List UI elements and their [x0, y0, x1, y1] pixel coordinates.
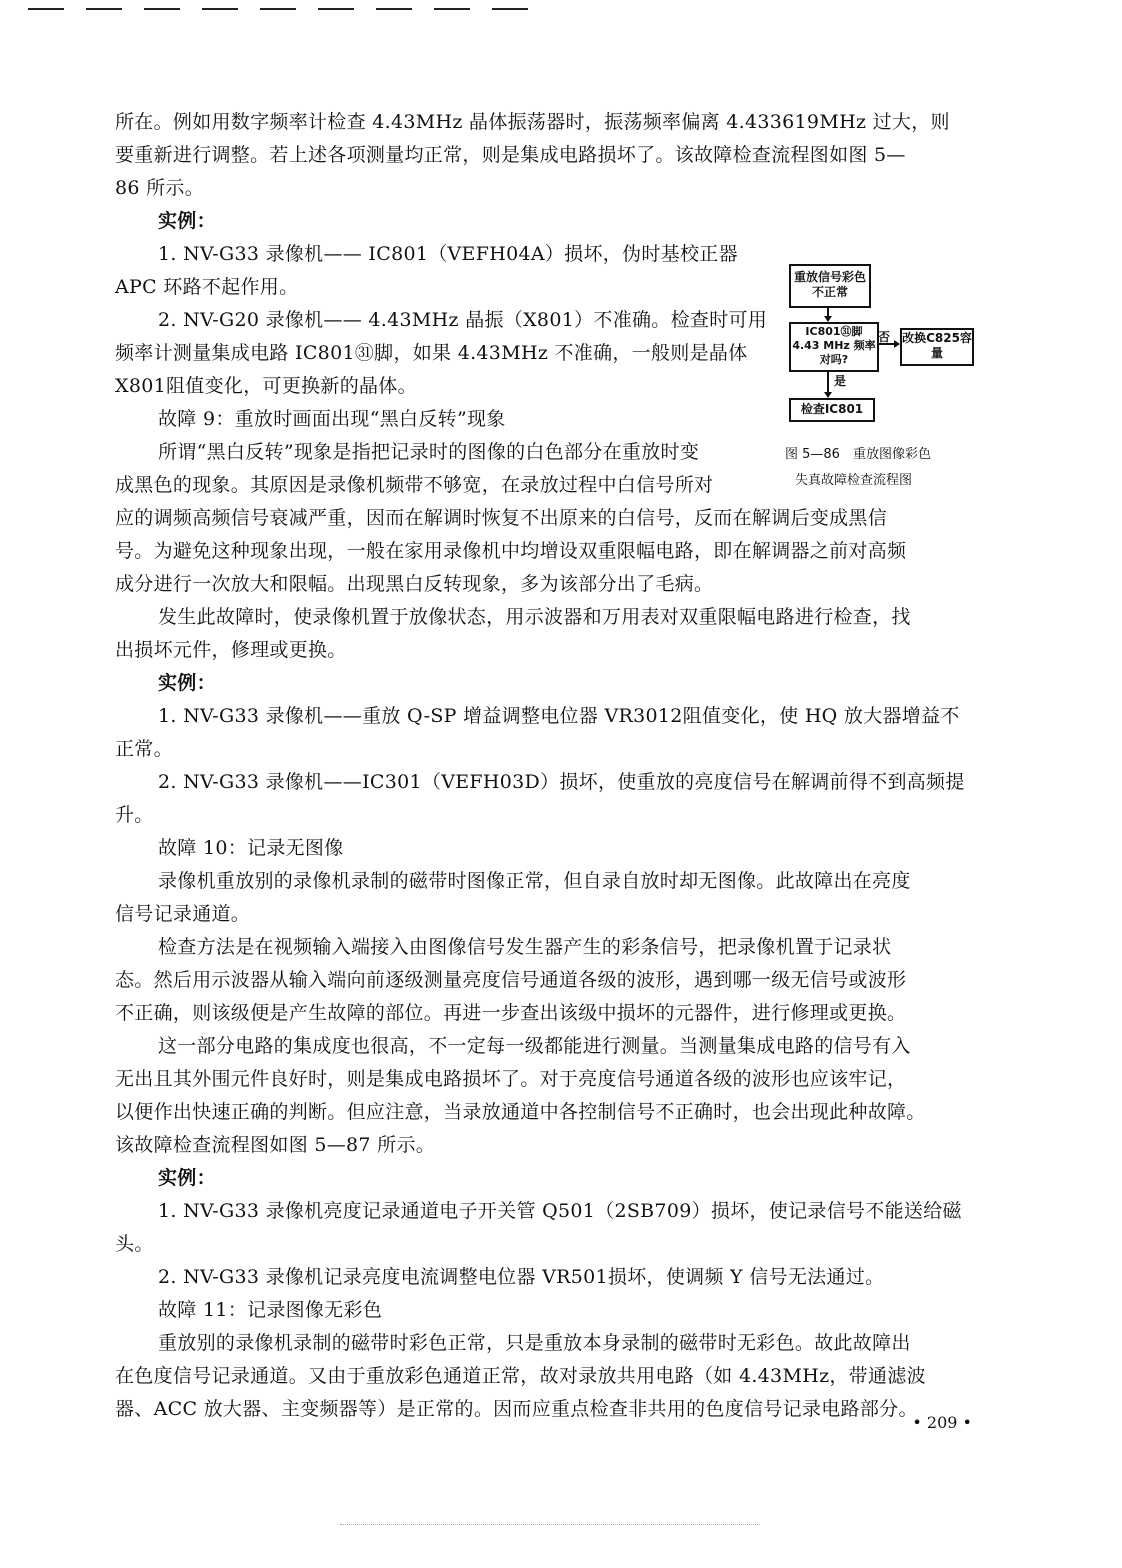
- text-line: 升。: [115, 804, 154, 826]
- flowchart-start-box: 重放信号彩色不正常: [789, 264, 871, 308]
- text-line: 成分进行一次放大和限幅。出现黑白反转现象，多为该部分出了毛病。: [115, 573, 714, 595]
- text-line: 应的调频高频信号衰减严重，因而在解调时恢复不出原来的白信号，反而在解调后变成黑信: [115, 507, 888, 529]
- fault-heading: 故障 10：记录无图像: [158, 837, 344, 859]
- text-line: 发生此故障时，使录像机置于放像状态，用示波器和万用表对双重限幅电路进行检查，找: [158, 606, 911, 628]
- text-line: 器、ACC 放大器、主变频器等）是正常的。因而应重点检查非共用的色度信号记录电路部分。: [115, 1398, 918, 1420]
- text-line: 这一部分电路的集成度也很高，不一定每一级都能进行测量。当测量集成电路的信号有入: [158, 1035, 911, 1057]
- text-line: 成黑色的现象。其原因是录像机频带不够宽，在录放过程中白信号所对: [115, 474, 714, 496]
- text-line: 1. NV-G33 录像机——重放 Q-SP 增益调整电位器 VR3012阻值变化，使 HQ 放大器增益不: [158, 705, 960, 727]
- figure-caption-line2: 失真故障检查流程图: [795, 473, 913, 488]
- flowchart-figure: [780, 258, 980, 488]
- flowchart-action-box: 改换C825容量: [900, 328, 974, 366]
- text-line: 该故障检查流程图如图 5—87 所示。: [115, 1134, 436, 1156]
- text-line: 以便作出快速正确的判断。但应注意，当录放通道中各控制信号不正确时，也会出现此种故障。: [115, 1101, 926, 1123]
- text-line: 信号记录通道。: [115, 903, 251, 925]
- text-line: 频率计测量集成电路 IC801㉛脚，如果 4.43MHz 不准确，一般则是晶体: [115, 342, 748, 364]
- text-line: 录像机重放别的录像机录制的磁带时图像正常，但自录自放时却无图像。此故障出在亮度: [158, 870, 911, 892]
- flowchart-yes-label: 是: [834, 374, 847, 388]
- flowchart-decision-box: IC801㉛脚 4.43 MHz 频率对吗?: [789, 322, 879, 372]
- fault-heading: 故障 9：重放时画面出现“黑白反转”现象: [158, 408, 506, 430]
- text-line: 无出且其外围元件良好时，则是集成电路损坏了。对于亮度信号通道各级的波形也应该牢记，: [115, 1068, 907, 1090]
- text-line: X801阻值变化，可更换新的晶体。: [115, 375, 417, 397]
- text-line: 2. NV-G33 录像机——IC301（VEFH03D）损坏，使重放的亮度信号在解调前得不到高频提: [158, 771, 965, 793]
- text-line: 所在。例如用数字频率计检查 4.43MHz 晶体振荡器时，振荡频率偏离 4.433619MHz 过大，则: [115, 111, 950, 133]
- text-line: 出损坏元件，修理或更换。: [115, 639, 347, 661]
- text-line: 86 所示。: [115, 177, 205, 199]
- text-line: 态。然后用示波器从输入端向前逐级测量亮度信号通道各级的波形，遇到哪一级无信号或波形: [115, 969, 907, 991]
- text-line: 头。: [115, 1233, 154, 1255]
- flowchart-end-box: 检查IC801: [789, 398, 875, 422]
- text-line: 重放别的录像机录制的磁带时彩色正常，只是重放本身录制的磁带时无彩色。故此故障出: [158, 1332, 911, 1354]
- text-line: 号。为避免这种现象出现，一般在家用录像机中均增设双重限幅电路，即在解调器之前对高频: [115, 540, 907, 562]
- text-line: 1. NV-G33 录像机—— IC801（VEFH04A）损坏，伪时基校正器: [158, 243, 738, 265]
- text-line: 所谓“黑白反转”现象是指把记录时的图像的白色部分在重放时变: [158, 441, 700, 463]
- text-line: 正常。: [115, 738, 173, 760]
- text-line: 在色度信号记录通道。又由于重放彩色通道正常，故对录放共用电路（如 4.43MHz，带通滤波: [115, 1365, 926, 1387]
- page-number: • 209 •: [912, 1413, 972, 1432]
- scan-edge-marks: [28, 8, 528, 14]
- text-line: 2. NV-G33 录像机记录亮度电流调整电位器 VR501损坏，使调频 Y 信号无法通过。: [158, 1266, 885, 1288]
- example-heading: 实例：: [158, 672, 216, 694]
- example-heading: 实例：: [158, 1167, 216, 1189]
- text-line: APC 环路不起作用。: [115, 276, 299, 298]
- text-line: 2. NV-G20 录像机—— 4.43MHz 晶振（X801）不准确。检查时可用: [158, 309, 768, 331]
- scan-artifact: [340, 1520, 760, 1525]
- flowchart-no-label: 否: [878, 330, 891, 344]
- text-line: 1. NV-G33 录像机亮度记录通道电子开关管 Q501（2SB709）损坏，使记录信号不能送给磁: [158, 1200, 962, 1222]
- fault-heading: 故障 11：记录图像无彩色: [158, 1299, 383, 1321]
- text-line: 不正确，则该级便是产生故障的部位。再进一步查出该级中损坏的元器件，进行修理或更换。: [115, 1002, 907, 1024]
- example-heading: 实例：: [158, 210, 216, 232]
- figure-caption: 图 5—86 重放图像彩色: [785, 447, 931, 462]
- text-line: 要重新进行调整。若上述各项测量均正常，则是集成电路损坏了。该故障检查流程图如图 5—: [115, 144, 906, 166]
- text-line: 检查方法是在视频输入端接入由图像信号发生器产生的彩条信号，把录像机置于记录状: [158, 936, 892, 958]
